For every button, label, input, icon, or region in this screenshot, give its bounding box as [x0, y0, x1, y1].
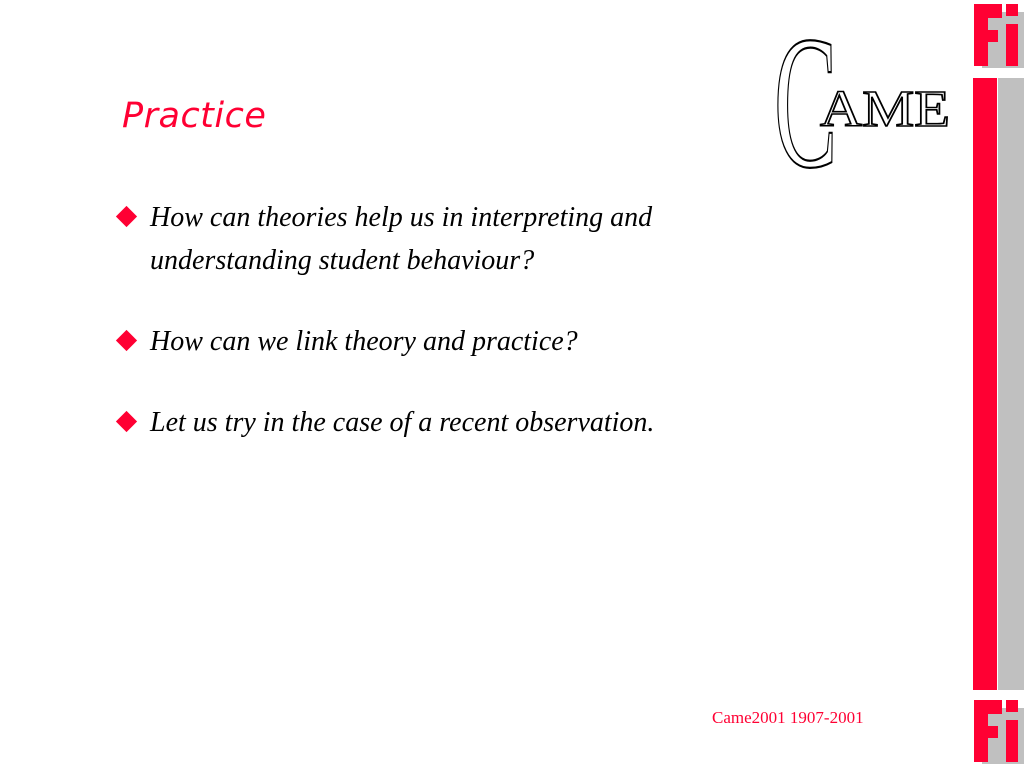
diamond-icon — [116, 206, 137, 227]
slide-title: Practice — [122, 96, 267, 136]
footer-text: Came2001 1907-2001 — [712, 708, 864, 727]
bullet-item — [116, 196, 806, 282]
bullet-text: How can theories help us in interpreting and understanding student behaviour? — [150, 202, 653, 276]
bullet-item — [116, 320, 806, 363]
came-logo-ame: AME — [820, 81, 950, 138]
diamond-icon — [116, 330, 137, 351]
came-logo — [772, 26, 952, 176]
fi-logo-bottom — [968, 696, 1024, 768]
came-logo-c: C — [774, 26, 838, 176]
fi-logo-top — [968, 0, 1024, 72]
diamond-icon — [116, 411, 137, 432]
bullet-list — [116, 196, 806, 482]
bullet-text: Let us try in the case of a recent observation. — [150, 407, 655, 438]
side-bar-grey — [998, 78, 1024, 690]
bullet-item — [116, 401, 806, 444]
side-bar-red — [973, 78, 997, 690]
bullet-text: How can we link theory and practice? — [150, 326, 578, 357]
